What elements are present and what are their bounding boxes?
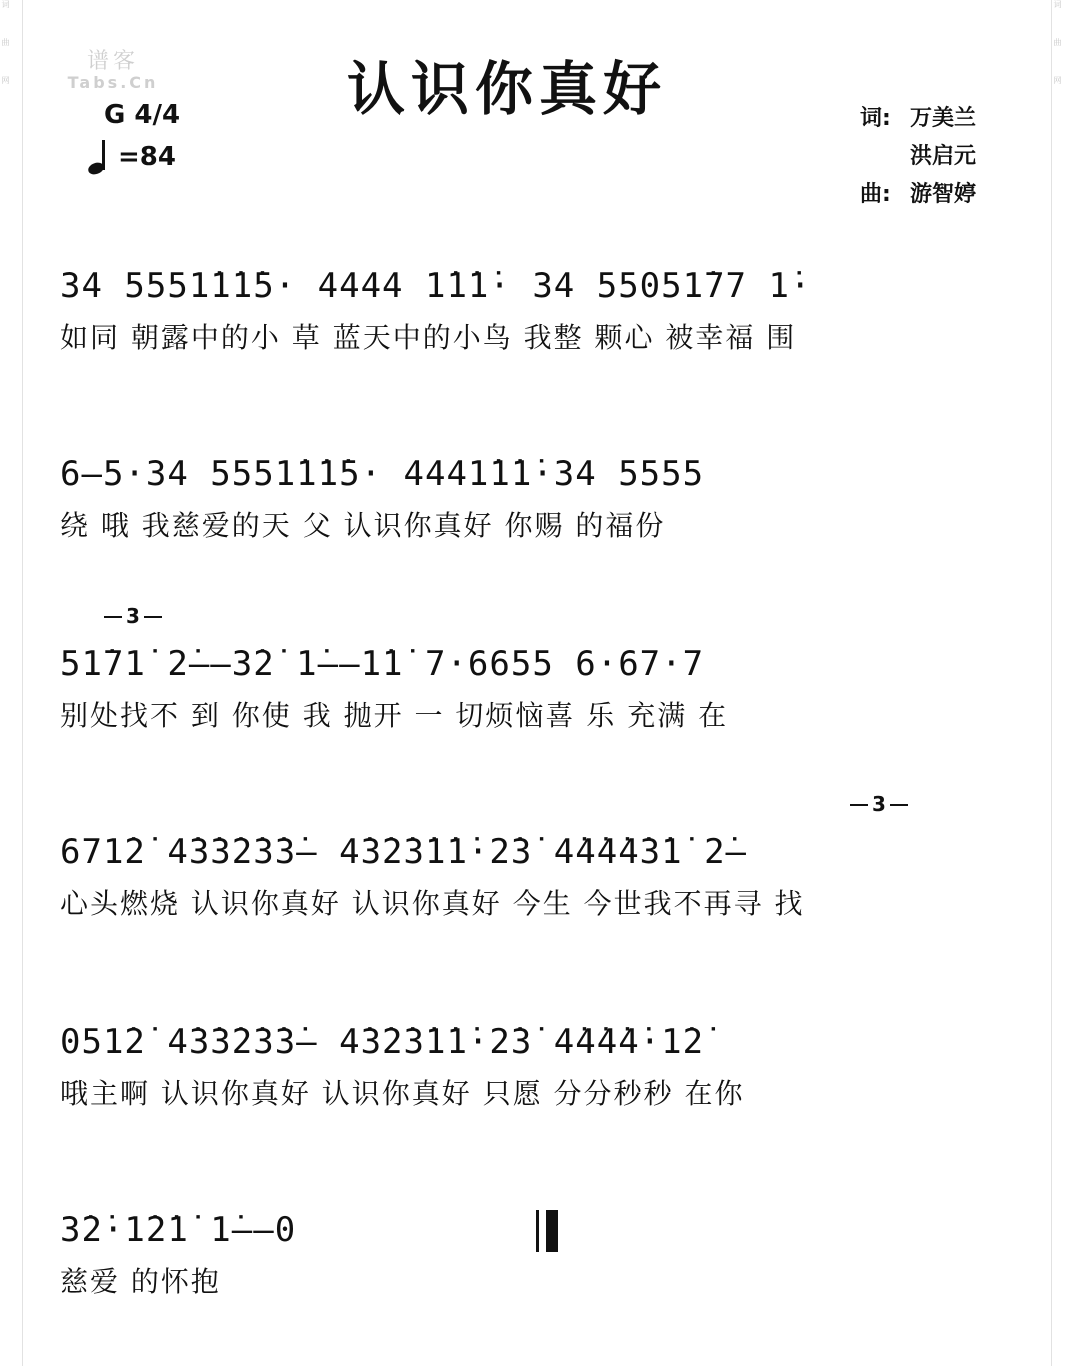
lyrics-line: 心头燃烧 认识你真好 认识你真好 今生 今世我不再寻 找 bbox=[60, 887, 805, 920]
notation-line: 34 5551̇1̇1̇5· 4444 1̇1̇1̇· 34 55051̇77 1̇· bbox=[60, 266, 812, 306]
margin-mark: 网 bbox=[1, 76, 10, 84]
composer-label: 曲: bbox=[860, 182, 891, 207]
credits bbox=[860, 100, 976, 214]
score-system-2 bbox=[60, 444, 1044, 548]
quarter-note-icon bbox=[86, 140, 114, 174]
tempo-marking bbox=[86, 140, 176, 174]
score-system-6 bbox=[60, 1200, 1044, 1304]
margin-mark: 曲 bbox=[1053, 38, 1062, 46]
notation-line: 51̇71̇ 2̇——3̇2̇ 1̇——1̇1̇ 7·6655 6·67·7 bbox=[60, 644, 705, 684]
notation-line: 6—5·34 5551̇1̇1̇5· 4441̇1̇1̇·34 5555 bbox=[60, 454, 705, 494]
score-system-1 bbox=[60, 256, 1044, 360]
lyrics-line: 绕 哦 我慈爱的天 父 认识你真好 你赐 的福份 bbox=[60, 509, 666, 542]
notation-line: 671̇2̇ 4̇3̇3̇2̇3̇3̇— 4̇3̇2̇3̇1̇1̇·2̇3̇ 4̇4̇4̇4̇3̇1̇ 2̇— bbox=[60, 832, 748, 872]
composer: 游智婷 bbox=[910, 182, 977, 207]
right-margin-strip bbox=[1051, 0, 1074, 1366]
score-system-5 bbox=[60, 1012, 1044, 1116]
lyricist-label: 词: bbox=[860, 106, 891, 131]
final-barline-thick bbox=[546, 1210, 558, 1252]
left-margin-strip bbox=[0, 0, 23, 1366]
margin-mark: 词 bbox=[1, 0, 10, 8]
lyricist: 万美兰 bbox=[910, 106, 977, 131]
final-barline-thin bbox=[536, 1210, 539, 1252]
lyrics-line: 别处找不 到 你使 我 抛开 一 切烦恼喜 乐 充满 在 bbox=[60, 699, 729, 732]
margin-mark: 词 bbox=[1053, 0, 1062, 8]
margin-mark: 曲 bbox=[1, 38, 10, 46]
lyricist-2: 洪启元 bbox=[910, 144, 977, 169]
tempo-value: =84 bbox=[118, 142, 176, 172]
notation-line: 3̇2̇·1̇2̇1̇ 1̇——0 bbox=[60, 1210, 297, 1250]
lyrics-line: 如同 朝露中的小 草 蓝天中的小鸟 我整 颗心 被幸福 围 bbox=[60, 321, 797, 354]
lyrics-line: 慈爱 的怀抱 bbox=[60, 1265, 221, 1298]
lyrics-line: 哦主啊 认识你真好 认识你真好 只愿 分分秒秒 在你 bbox=[60, 1077, 745, 1110]
score-system-3: 3 51̇71̇ 2̇——3̇2̇ 1̇——1̇1̇ 7·6655 6·67·7 别处找不 到 你使 我 抛开 一 切烦恼喜 乐 充满 在 bbox=[60, 634, 1044, 738]
watermark-line1: 谱客 bbox=[86, 49, 139, 74]
watermark-line2: Tabs.Cn bbox=[67, 73, 159, 92]
notation-line: 051̇2̇ 4̇3̇3̇2̇3̇3̇— 4̇3̇2̇3̇1̇1̇·2̇3̇ 4̇4̇4̇4̇·1̇2̇ bbox=[60, 1022, 705, 1062]
key-signature: G 4/4 bbox=[104, 100, 181, 130]
song-title: 认识你真好 bbox=[346, 55, 667, 123]
margin-mark: 网 bbox=[1053, 76, 1062, 84]
score-system-4: 3 671̇2̇ 4̇3̇3̇2̇3̇3̇— 4̇3̇2̇3̇1̇1̇·2̇3̇ 4̇4̇4̇4̇3̇1̇ 2̇— 心头燃烧 认识你真好 认识你真好 今生 今世我不再寻 找 bbox=[60, 822, 1044, 926]
